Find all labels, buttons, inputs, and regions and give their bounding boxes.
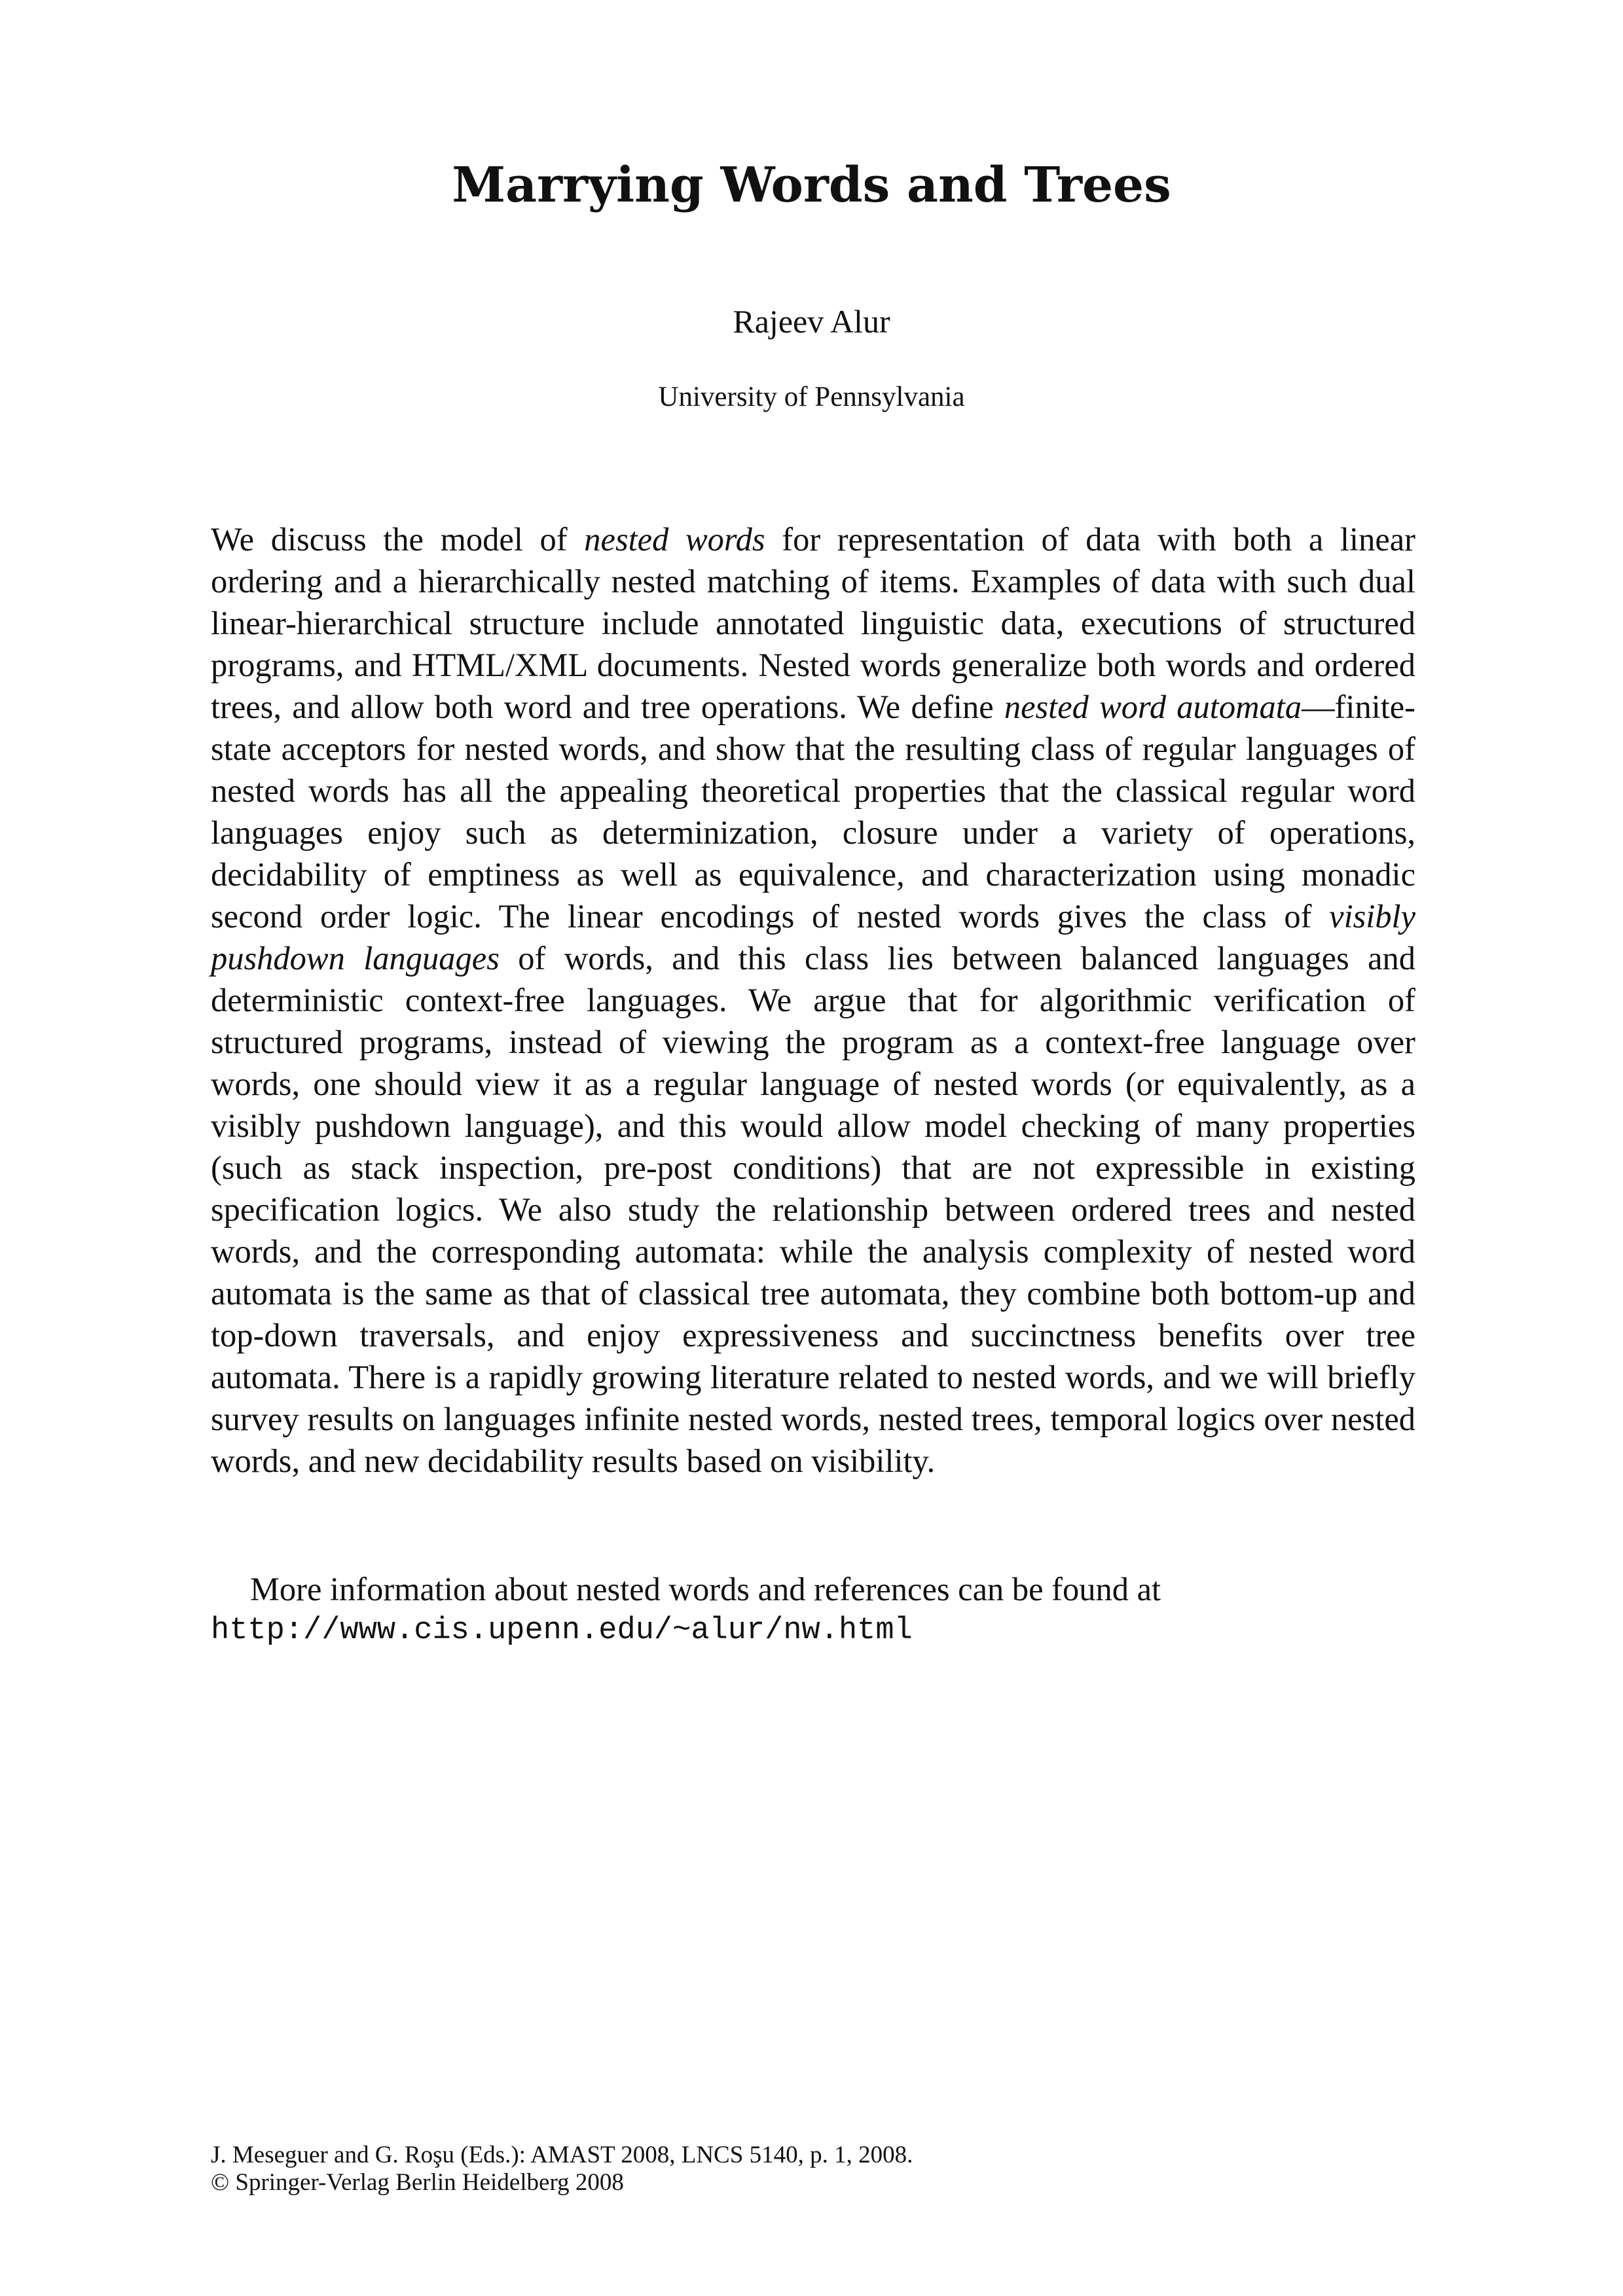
footer	[211, 2142, 1415, 2197]
abstract-text-1: We discuss the model of	[211, 521, 585, 558]
abstract-emphasis-visibly-pushdown: visibly pushdown languages	[211, 898, 1415, 977]
more-info-paragraph	[211, 1568, 1415, 1652]
author-name: Rajeev Alur	[733, 303, 890, 340]
abstract-paragraph	[211, 518, 1415, 1482]
abstract-emphasis-nested-words: nested words	[584, 521, 765, 558]
abstract-text-3: —finite-state acceptors for nested words, and show that the resulting class of regular languages of nested words has all the appealing theoretical properties that the classical regular word languages enjoy such as determinization, closure under a variety of operations, decidability of emptiness as well as equivalence, and characterization using monadic second order logic. The linear encodings of nested words gives the class of	[211, 689, 1415, 935]
abstract-emphasis-nested-word-automata: nested word automata	[1004, 689, 1302, 725]
footer-citation: J. Meseguer and G. Roşu (Eds.): AMAST 2008, LNCS 5140, p. 1, 2008.	[211, 2142, 913, 2168]
footer-copyright: © Springer-Verlag Berlin Heidelberg 2008	[211, 2169, 624, 2196]
abstract-text-2: for representation of data with both a linear ordering and a hierarchically nested matching of items. Examples of data with such dual linear-hierarchical structure include annotated linguistic data, executions of structured programs, and HTML/XML documents. Nested words generalize both words and ordered trees, and allow both word and tree operations. We define	[211, 521, 1415, 725]
author-affiliation: University of Pennsylvania	[658, 382, 965, 412]
paper-title: Marrying Words and Trees	[452, 157, 1171, 213]
more-info-text: More information about nested words and references can be found at	[250, 1571, 1161, 1607]
abstract-text-4: of words, and this class lies between balanced languages and deterministic context-free languages. We argue that for algorithmic verification of structured programs, instead of viewing the program as a context-free language over words, one should view it as a regular language of nested words (or equivalently, as a visibly pushdown language), and this would allow model checking of many properties (such as stack inspection, pre-post conditions) that are not expressible in existing specification logics. We also study the relationship between ordered trees and nested words, and the corresponding automata: while the analysis complexity of nested word automata is the same as that of classical tree automata, they combine both bottom-up and top-down traversals, and enjoy expressiveness and succinctness benefits over tree automata. There is a rapidly growing literature related to nested words, and we will briefly survey results on languages infinite nested words, nested trees, temporal logics over nested words, and new decidability results based on visibility.	[211, 940, 1416, 1479]
reference-url-link[interactable]: http://www.cis.upenn.edu/~alur/nw.html	[211, 1613, 913, 1648]
